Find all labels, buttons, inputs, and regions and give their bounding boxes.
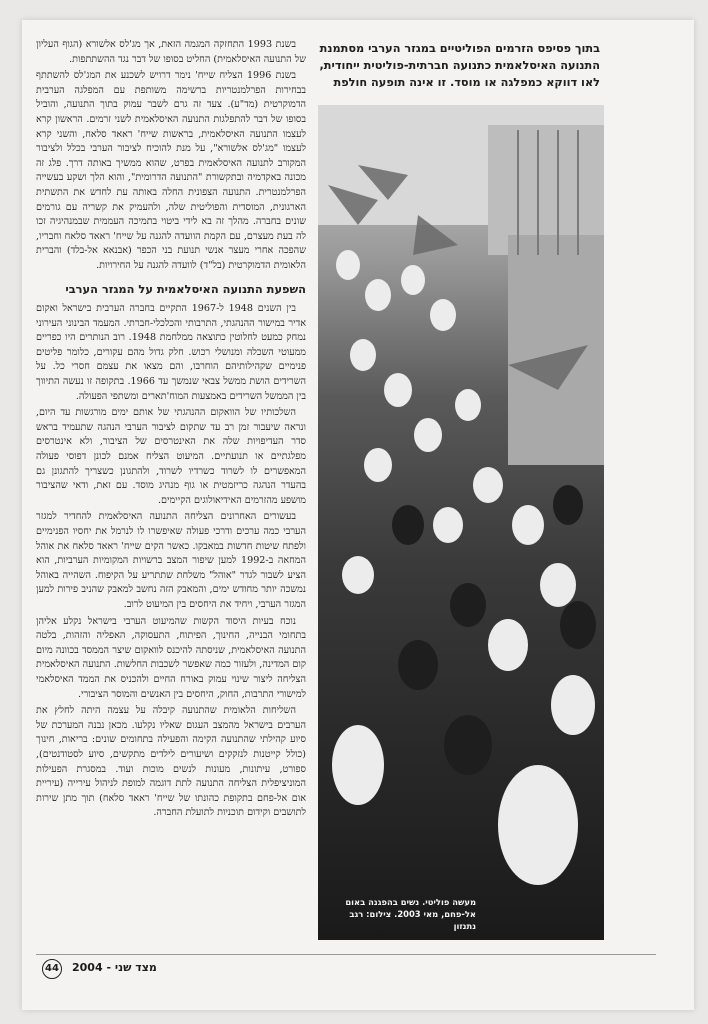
publication-title: מצד שני - 2004: [72, 961, 157, 974]
article-paragraph: נוכח בעיות היסוד הקשות שהמיעוט הערבי בישראל נקלע אליהן בתחומי הבנייה, החינוך, הפיתוח, התעסוקה, האפליה והזהות, בלטה התנועה האיסלאמית, שניסתה להיכנס לוואקום שיצר הממסד בכוונה מיום קום המדינה, ולעזור כמה שאפשר לשכבות החלשות. התנועה האיסלאמית הצליחה ליצור שינוי עמוק באורח החיים ולהכניס את הממד האיסלאמי למישורי התרבות, החוק, היחסים בין האנשים והמוסר הציבורי.: [36, 615, 306, 700]
photo-illustration: [318, 105, 604, 940]
article-paragraph: בין השנים 1948 ל-1967 התקיים בחברה הערבית בישראל ואקום אדיר במישור ההנהגתי, התרבותי והכלכלי-חברתי. המעמד הבינוני העירוני נמחק כמעט לחלוטין כתוצאה ממלחמת 1948. רוב הנותרים היו כפריים ממעוטי השכלה ומנושלי רכוש. חלק גדול מהם עקורים, כלומר פליטים פנימיים שקהילותיהם הוחרבו, והם מצאו את עצמם חסרי כל. על השרידים הושת ממשל צבאי שנמשך עד 1966. בתקופה זו נעשה התיווך בין הממשל השרידים באמצעות המוח'תארים ומשתפי הפעולה.: [36, 303, 306, 402]
page-footer: [36, 954, 656, 979]
protest-photo: [318, 105, 604, 940]
article-paragraph: השליחות הלאומית שהתנועה קיבלה על עצמה היתה לחלץ את הערבים בישראל מהמצב העגום שאליו נקלעו. מכאן נבנה המערכת של סיוע קהילתי שהתנועה הקימה והפעילה בתחומים שונים: בריאות, חינוך (כולל קייטנות לנזקקים ושיעורים לילדים מתקשים, סיוע לסטודנטים), ספורט, עיתונות, מעונות לנשים מוכות ועוד. במסגרת הפעילות המוניציפלית הצליחה התנועה לתת דוגמה למופת לניהול עירייה (עיריית אום אל-פחם בתקופת כהונתו של שייח' ראאד סלאח) תוך מתן שירות לתושבים וקידום תוכניות לתועלת החברה.: [36, 705, 306, 819]
article-paragraph: בשנת 1993 התחזקה המגמה הזאת, אך מג'לס אלשורא (הגוף העליון של התנועה האיסלאמית) החליט בסופו של דבר נגד ההשתתפות.: [36, 39, 306, 65]
article-paragraph: השלכותיו של הוואקום ההנהגתי של אותם ימים מורגשות עד היום, ונראה שיעבור זמן רב עד שתקום לציבור הערבי הנהגה שתעמיד בראש סדר העדיפויות שלה את האינטרסים של הציבור, ולא אינטרסים מפלגתיים או תנועתיים. המיעוט הצליח אמנם לכונן דפוסי פעולה המאפשרים לו לשרוד כשרדיו לשרוד, ולהתגונן כשצריך להתגונן גם בהעדר הנהגה כריזמטית או גוף מנהיג מוסד. עם זאת, ודאי שהציבור מושפע מהזרמים האידיאולוגים הקיימים.: [36, 407, 306, 506]
photo-caption: מעשה פוליטי. נשים בהפגנה באום אל-פחם, מאי 2003. צילום: רגב נתנזון: [345, 897, 476, 931]
article-paragraph: בעשורים האחרונים הצליחה התנועה האיסלאמית להחדיר למגזר הערבי כמה ערכים ודרכי פעולה שאיפשרו לו לנרמל את יחסיו הפנימיים ולפתח שיטות חדשות במאבקו. כאשר הקים שייח' ראאד סלאח את אוהל המחאה ב-1992 למען שיפור המצב ברשויות המקומיות הערביות, הוא הציע לשבור לגדר "אוהל" משלחת שתתריע על הקיפוח. השהייה באוהל נמשכה יותר מחודש ימים, והמאבק הזה נחשב למאבק שהניב פירות למען המגזר הערבי, ויחיד את היחסים בין המיעוט לרוב.: [36, 511, 306, 610]
pull-quote-caption: בתוך פסיפס הזרמים הפוליטיים במגזר הערבי מסתמנת התנועה האיסלאמית כתנועה חברתית-פוליטית ייחודית, לאו דווקא כמפלגה או מוסד. זו אינה תופעה חולפת: [319, 42, 600, 89]
article-body: [36, 38, 306, 823]
section-heading: השפעת התנועה האיסלאמית על המגזר הערבי: [65, 281, 306, 296]
page-number: 44: [42, 959, 62, 979]
article-paragraph: בשנת 1996 הצליח שייח' נימר דרויש לשכנע את המג'לס להשתתף בבחירות הפרלמנטריות ברשימה משותפת עם המפלגה הערבית הדמוקרטית (מד"ע). צעד זה גרם לשבר עמוק בתוך התנועה, והוביל בסופו של דבר להתפלגות התנועה האיסלאמית לשני זרמים. הראשון קרא לעצמו התנועה האיסלאמית, בראשות שייח' ראאד סלאח, והשני קרא לעצמו "מג'לס אלשורא", על מנת להוכיח לציבור הערבי בכלל ולציבור המקורב לתנועה האיסלאמית בפרט, שהוא ממשיך באותה דרך. פלג זה מכונה באקדמיה ובתקשורת "התנועה הדרומית", והוא הלך ושקע בעשייה הפרלמנטרית. התנועה הצפונית החלה באותה עת לחדש את התשתית הארגונית, המוסדית והפוליטית שלה, ולהעמיק את קשריה עם גורמים שונים בחברה. מהלך זה בא לידי ביטוי בתמיכה העממית שבמנהיגיה זכו לה בעת מעצרם, עם הקמת הוועדה להגנה על שייח' ראאד סלאח וחבריו, שהפכה אחרי מעצר אנשי תנועת בני הכפר (אבנאא אל-בלד) והברית הלאומית הדמוקרטית (בל"ד) לוועדה להגנה על החירויות.: [36, 70, 306, 271]
